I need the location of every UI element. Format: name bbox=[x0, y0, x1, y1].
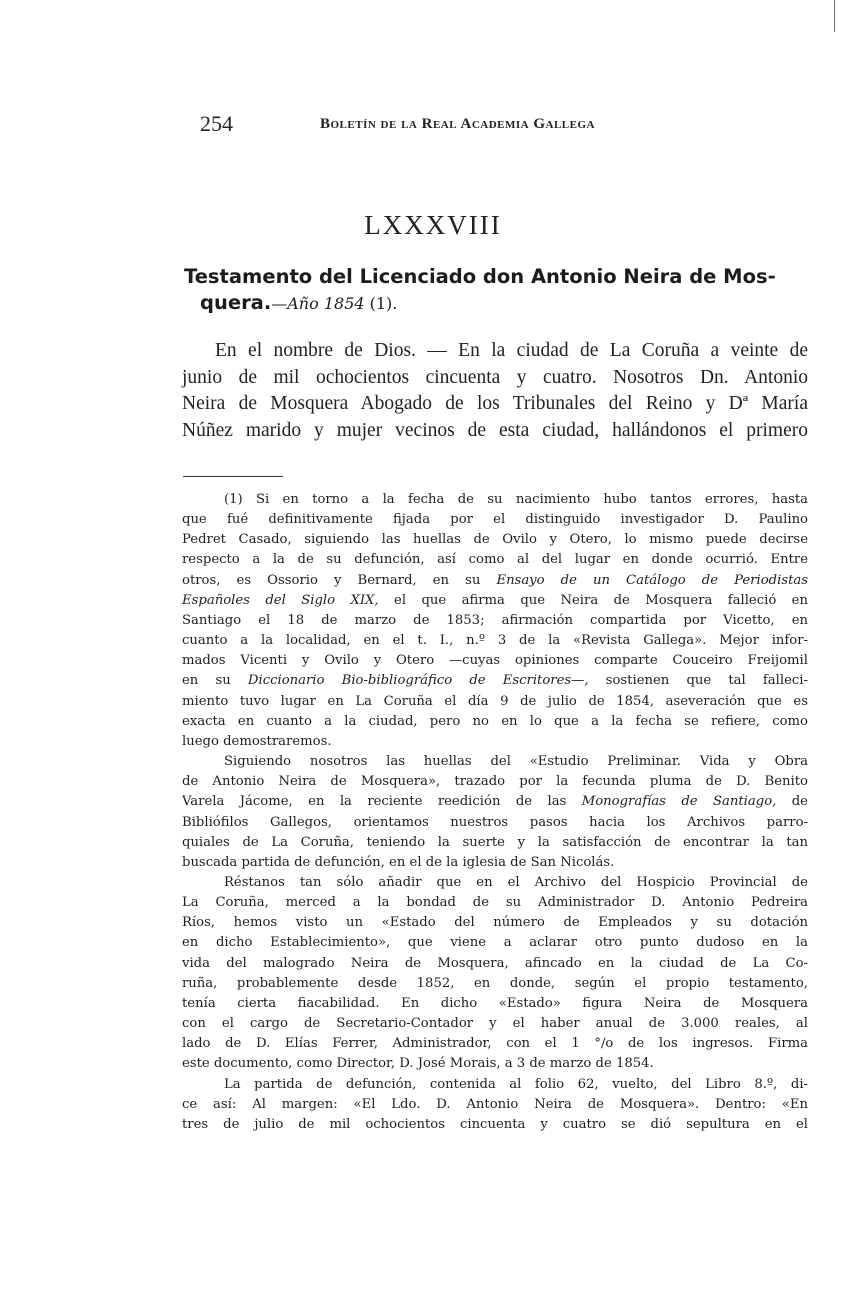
footnote-line: Siguiendo nosotros las huellas del «Estudio Preliminar. Vida y Obra bbox=[224, 754, 808, 770]
footnote-line: lado de D. Elías Ferrer, Administrador, con el 1 °/o de los ingresos. Firma bbox=[182, 1036, 808, 1052]
footnote-italic-title: Españoles del Siglo XIX, bbox=[182, 592, 379, 608]
footnote-line: miento tuvo lugar en La Coruña el día 9 de julio de 1854, aseveración que es bbox=[182, 693, 808, 709]
running-head: Boletín de la Real Academia Gallega bbox=[320, 116, 595, 132]
title-dash: — bbox=[271, 294, 288, 313]
footnote-line: tenía cierta fiacabilidad. En dicho «Estado» figura Neira de Mosquera bbox=[182, 995, 808, 1011]
footnote-line bbox=[182, 571, 808, 591]
footnote-line: exacta en cuanto a la ciudad, pero no en lo que a la fecha se refiere, como bbox=[182, 713, 808, 729]
page-header bbox=[196, 112, 808, 136]
footnote-line: Ríos, hemos visto un «Estado del número de Empleados y su dotación bbox=[182, 915, 808, 931]
footnote-italic-title: Diccionario Bio-bibliográfico de Escritores—, bbox=[247, 673, 589, 689]
footnote-reference: (1). bbox=[364, 294, 398, 313]
footnote-line: Bibliófilos Gallegos, orientamos nuestros pasos hacia los Archivos parro- bbox=[182, 814, 808, 830]
footnote-line: Réstanos tan sólo añadir que en el Archivo del Hospicio Provincial de bbox=[224, 874, 808, 890]
margin-rule bbox=[834, 0, 835, 32]
footnote-line: La partida de defunción, contenida al folio 62, vuelto, del Libro 8.º, di- bbox=[224, 1076, 808, 1092]
title-line-2 bbox=[184, 290, 808, 317]
footnote-line: ruña, probablemente desde 1852, en donde, según el propio testamento, bbox=[182, 975, 808, 991]
footnote-line: de Antonio Neira de Mosquera», trazado por la fecunda pluma de D. Benito bbox=[182, 774, 808, 790]
footnote-line: La Coruña, merced a la bondad de su Administrador D. Antonio Pedreira bbox=[182, 895, 808, 911]
footnote-line bbox=[182, 671, 808, 691]
footnote-line: (1) Si en torno a la fecha de su nacimiento hubo tantos errores, hasta bbox=[224, 492, 808, 507]
footnote-line: quiales de La Coruña, teniendo la suerte y la satisfacción de encontrar la tan bbox=[182, 834, 808, 850]
footnote-line: que fué definitivamente fijada por el distinguido investigador D. Paulino bbox=[182, 512, 808, 528]
footnote-line bbox=[182, 792, 808, 812]
footnote bbox=[182, 490, 808, 1135]
footnote-text: de bbox=[776, 794, 808, 810]
footnote-line: vida del malogrado Neira de Mosquera, afincado en la ciudad de La Co- bbox=[182, 955, 808, 971]
footnote-text: el que afirma que Neira de Mosquera falleció en bbox=[378, 592, 808, 608]
footnote-italic-title: Ensayo de un Catálogo de Periodistas bbox=[496, 572, 808, 588]
footnote-text: otros, es Ossorio y Bernard, en su bbox=[182, 572, 481, 588]
footnote-line: mados Vicenti y Ovilo y Otero —cuyas opiniones comparte Couceiro Freijomil bbox=[182, 653, 808, 669]
title-line-2-text: quera. bbox=[200, 291, 272, 314]
footnote-text: sostienen que tal falleci- bbox=[588, 673, 808, 689]
body-paragraph bbox=[182, 338, 808, 444]
footnote-text: Varela Jácome, en la reciente reedición de las bbox=[182, 794, 567, 810]
footnote-text: en su bbox=[182, 673, 231, 689]
footnote-line: tres de julio de mil ochocientos cincuenta y cuatro se dió sepultura en el bbox=[182, 1116, 808, 1132]
footnote-line: ce así: Al margen: «El Ldo. D. Antonio Neira de Mosquera». Dentro: «En bbox=[182, 1096, 808, 1112]
footnote-line: respecto a la de su defunción, así como al del lugar en donde ocurrió. Entre bbox=[182, 552, 808, 568]
title-year: Año 1854 bbox=[287, 294, 365, 313]
footnote-line: en dicho Establecimiento», que viene a aclarar otro punto dudoso en la bbox=[182, 935, 808, 951]
body-line: Núñez marido y mujer vecinos de esta ciudad, hallándonos el primero bbox=[182, 419, 808, 441]
footnote-separator bbox=[183, 476, 283, 477]
body-line: junio de mil ochocientos cincuenta y cuatro. Nosotros Dn. Antonio bbox=[182, 366, 808, 388]
article-title bbox=[184, 264, 808, 317]
footnote-line: Pedret Casado, siguiendo las huellas de Ovilo y Otero, lo mismo puede decirse bbox=[182, 532, 808, 548]
footnote-line: este documento, como Director, D. José Morais, a 3 de marzo de 1854. bbox=[182, 1056, 654, 1072]
body-line: En el nombre de Dios. — En la ciudad de La Coruña a veinte de bbox=[215, 340, 808, 361]
page-number: 254 bbox=[200, 111, 233, 136]
title-line-1: Testamento del Licenciado don Antonio Neira de Mos- bbox=[184, 265, 776, 288]
footnote-line: luego demostraremos. bbox=[182, 733, 332, 749]
footnote-line: buscada partida de defunción, en el de la iglesia de San Nicolás. bbox=[182, 854, 615, 870]
chapter-number: LXXXVIII bbox=[364, 210, 502, 240]
body-line: Neira de Mosquera Abogado de los Tribunales del Reino y Dª María bbox=[182, 393, 808, 414]
footnote-line: cuanto a la localidad, en el t. I., n.º 3 de la «Revista Gallega». Mejor infor- bbox=[182, 633, 808, 649]
footnote-line: Santiago el 18 de marzo de 1853; afirmación compartida por Vicetto, en bbox=[182, 612, 808, 628]
footnote-line bbox=[182, 591, 808, 611]
footnote-line: con el cargo de Secretario-Contador y el haber anual de 3.000 reales, al bbox=[182, 1016, 808, 1032]
footnote-italic-title: Monografías de Santiago, bbox=[581, 794, 777, 810]
